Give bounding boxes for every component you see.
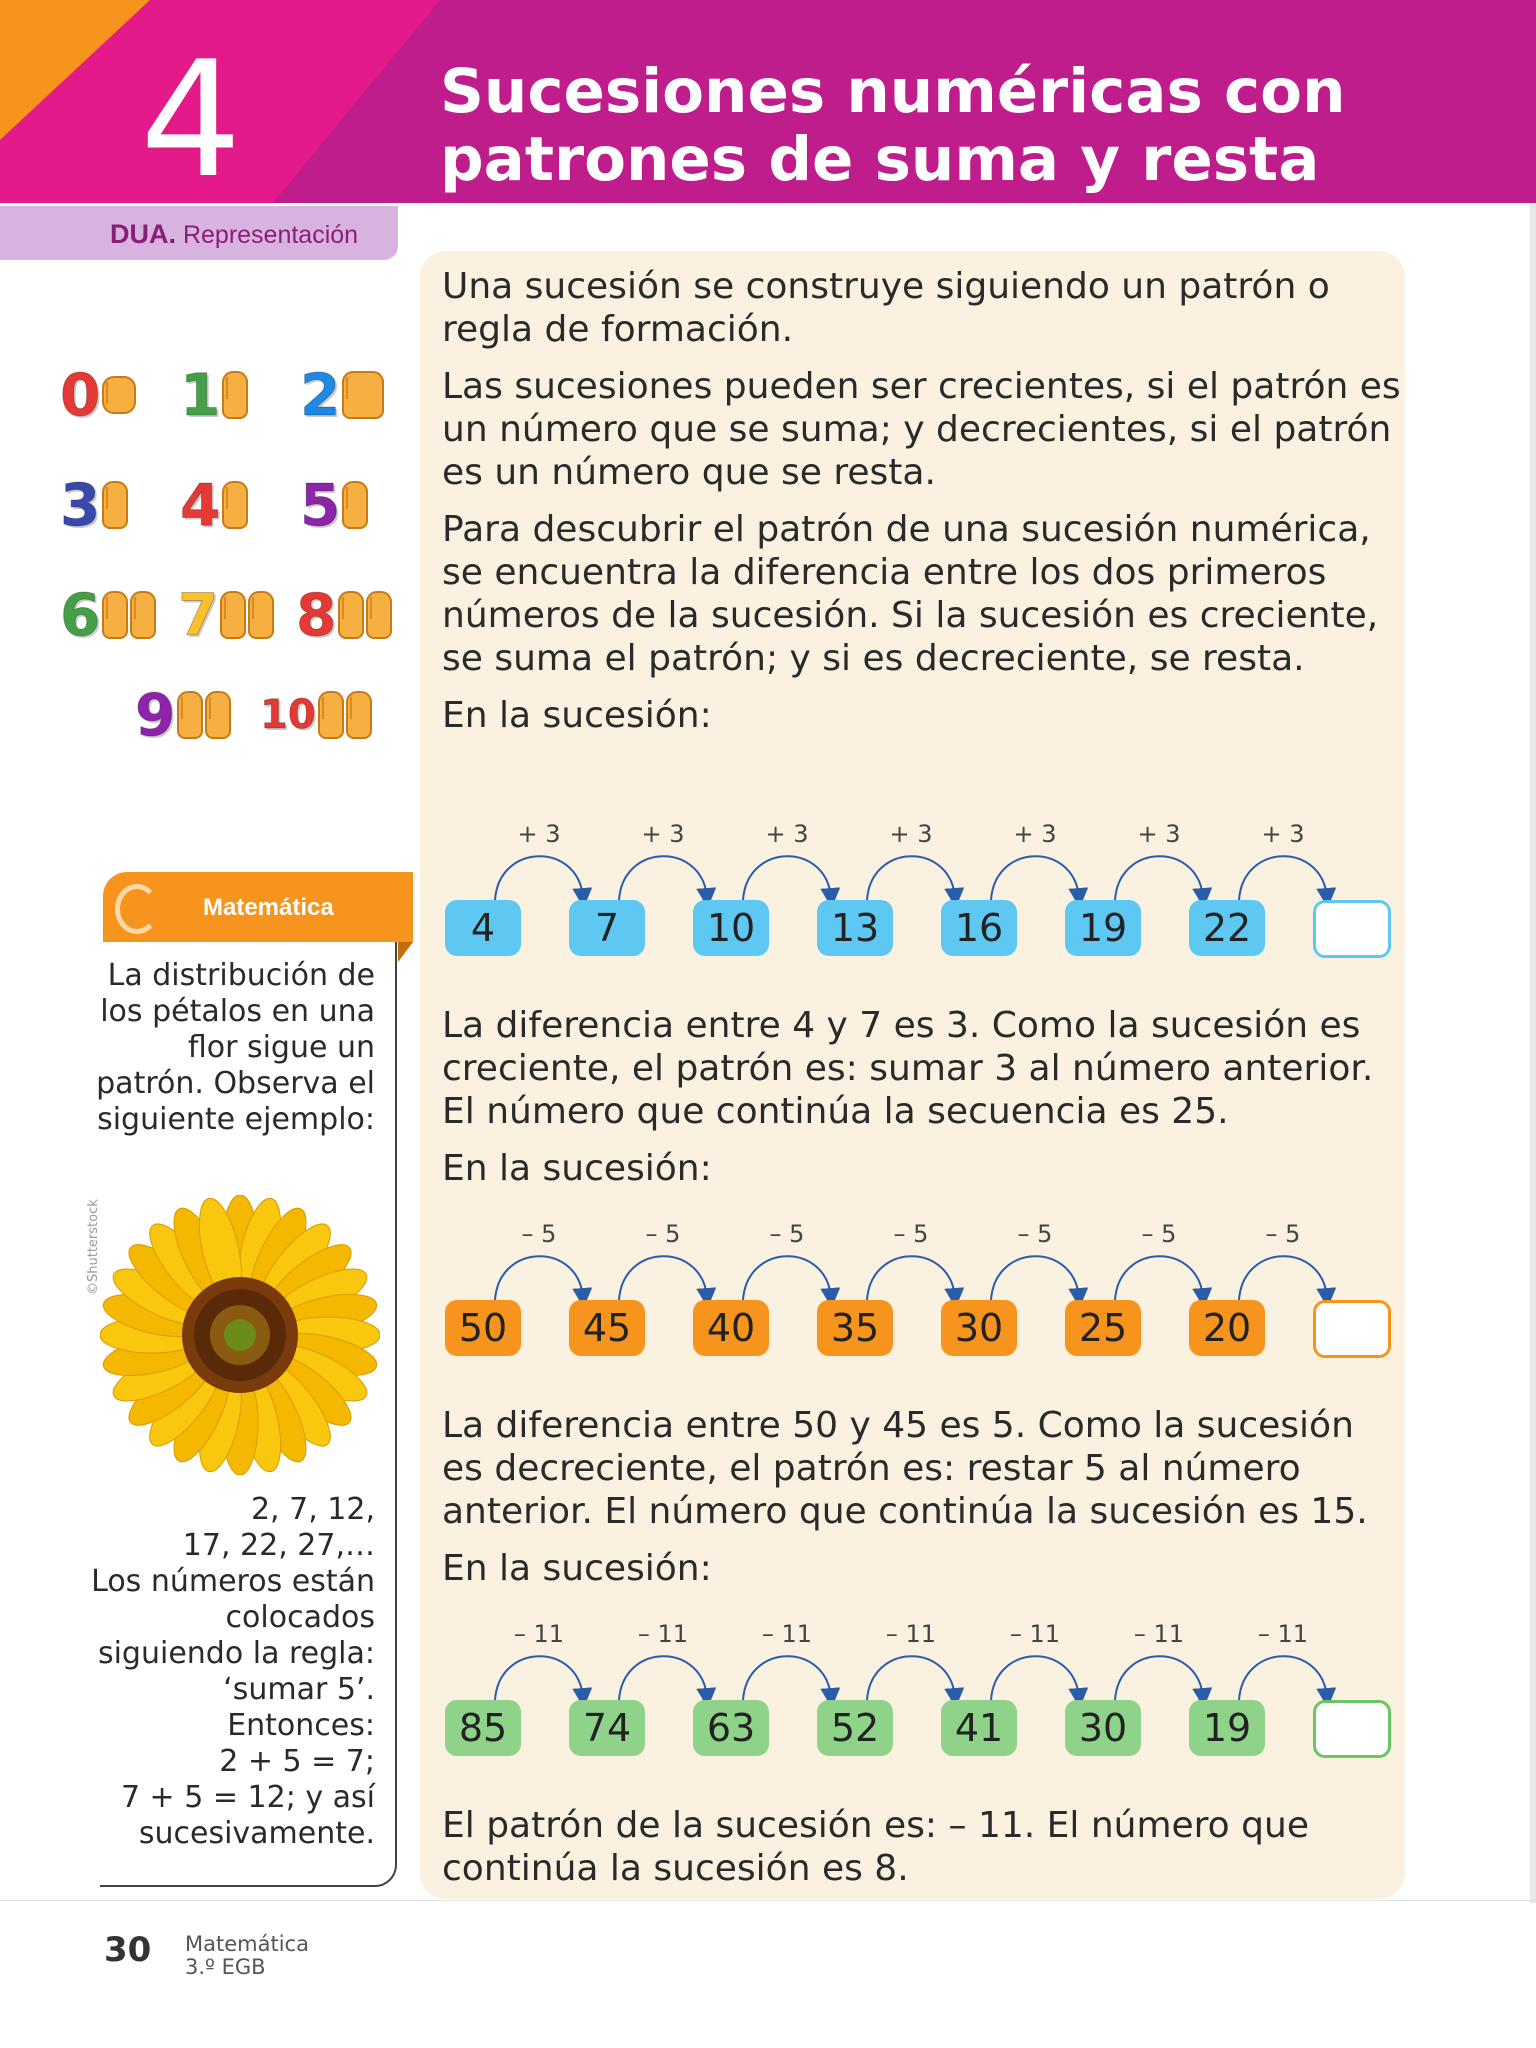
footer-subject — [185, 1933, 309, 1979]
number-hands-illustration — [60, 361, 420, 749]
sequence-number: 16 — [941, 900, 1017, 956]
sequence-arrow — [743, 1656, 831, 1700]
pattern-label: – 11 — [1257, 1620, 1309, 1648]
sunflower-image — [100, 1195, 380, 1475]
title-line-1: Sucesiones numéricas con — [440, 56, 1346, 127]
sequence-arrow — [619, 1256, 707, 1300]
digit-2: 2 — [300, 361, 341, 429]
hand-icon — [102, 376, 136, 414]
pattern-label: + 3 — [889, 820, 933, 848]
pattern-label: + 3 — [641, 820, 685, 848]
digit-7: 7 — [178, 581, 219, 649]
sequence-arrow — [1239, 1656, 1327, 1700]
intro-paragraph-2: Las sucesiones pueden ser crecientes, si el patrón es un número que se suma; y decrecientes, si el patrón es un número que se resta. — [442, 366, 1401, 493]
sequence-arrow — [495, 856, 583, 900]
hand-icon — [342, 371, 384, 419]
intro-paragraph-3: Para descubrir el patrón de una sucesión numérica, se encuentra la diferencia entre los dos primeros números de la sucesión. Si la sucesión es creciente, se suma el patrón; y si es decreciente, se resta. — [442, 509, 1379, 679]
sequence-number: 19 — [1189, 1700, 1265, 1756]
sequence-number: 30 — [1065, 1700, 1141, 1756]
hand-icon — [205, 691, 231, 739]
number-hand-3 — [60, 471, 128, 539]
sidebar-example-text — [75, 1492, 375, 1852]
sequence-arrow — [495, 1256, 583, 1300]
sequence-arrow — [1115, 1656, 1203, 1700]
digit-8: 8 — [296, 581, 337, 649]
example-seq-line-1: 2, 7, 12, — [250, 1492, 375, 1527]
number-hand-7 — [178, 581, 274, 649]
hand-icon — [318, 691, 344, 739]
sequence-number: 25 — [1065, 1300, 1141, 1356]
digit-10: 10 — [260, 692, 316, 738]
digit-0: 0 — [60, 361, 101, 429]
chapter-title — [440, 58, 1500, 194]
card-fold — [398, 942, 413, 962]
dua-tab — [0, 206, 398, 260]
sequence-arrow — [743, 856, 831, 900]
pattern-label: – 11 — [1009, 1620, 1061, 1648]
hand-icon — [342, 481, 368, 529]
hand-icon — [220, 591, 246, 639]
sidebar-intro-text: La distribución de los pétalos en una flor sigue un patrón. Observa el siguiente ejemplo: — [96, 958, 375, 1137]
footer-divider — [0, 1900, 1536, 1901]
pattern-label: – 11 — [513, 1620, 565, 1648]
answer-box[interactable] — [1313, 900, 1391, 958]
footer-grade: 3.º EGB — [185, 1955, 266, 1979]
pattern-label: + 3 — [1137, 820, 1181, 848]
sequence-number: 19 — [1065, 900, 1141, 956]
hand-icon — [222, 371, 248, 419]
sequence-number: 30 — [941, 1300, 1017, 1356]
explanation-block-1 — [442, 1004, 1402, 1190]
page-number: 30 — [104, 1930, 152, 1970]
pattern-label: – 11 — [885, 1620, 937, 1648]
example-then: Entonces: — [227, 1708, 375, 1743]
pattern-label: – 11 — [637, 1620, 689, 1648]
sequence-number: 10 — [693, 900, 769, 956]
sequence-arrow — [1115, 856, 1203, 900]
hand-icon — [366, 591, 392, 639]
sequence-number: 63 — [693, 1700, 769, 1756]
intro-block — [442, 265, 1402, 737]
number-hand-0 — [60, 361, 136, 429]
sequence-arrow — [619, 856, 707, 900]
hand-icon — [346, 691, 372, 739]
sequence-arrow — [1239, 856, 1327, 900]
sequence-number: 22 — [1189, 900, 1265, 956]
sequence-number: 13 — [817, 900, 893, 956]
sequence-arrow — [1239, 1256, 1327, 1300]
sequence-decreasing-11 — [440, 1620, 1400, 1760]
intro-paragraph-1: Una sucesión se construye siguiendo un patrón o regla de formación. — [442, 266, 1330, 350]
answer-box[interactable] — [1313, 1700, 1391, 1758]
sequence-number: 7 — [569, 900, 645, 956]
answer-box[interactable] — [1313, 1300, 1391, 1358]
explanation-3: El patrón de la sucesión es: – 11. El número que continúa la sucesión es 8. — [442, 1805, 1309, 1889]
pattern-label: + 3 — [1261, 820, 1305, 848]
pattern-label: – 11 — [761, 1620, 813, 1648]
number-hand-1 — [180, 361, 248, 429]
pattern-label: – 11 — [1133, 1620, 1185, 1648]
sequence-arrow — [991, 1656, 1079, 1700]
hand-icon — [248, 591, 274, 639]
sequence-number: 40 — [693, 1300, 769, 1356]
example-calc-2: 7 + 5 = 12; y así sucesivamente. — [120, 1780, 375, 1851]
pattern-label: – 5 — [521, 1220, 557, 1248]
sequence-number: 20 — [1189, 1300, 1265, 1356]
pattern-label: – 5 — [769, 1220, 805, 1248]
sequence-arrow — [619, 1656, 707, 1700]
number-hand-2 — [300, 361, 384, 429]
sequence-number: 35 — [817, 1300, 893, 1356]
pattern-label: + 3 — [765, 820, 809, 848]
example-calc-1: 2 + 5 = 7; — [219, 1744, 375, 1779]
hand-icon — [102, 591, 128, 639]
sequence-number: 52 — [817, 1700, 893, 1756]
number-hand-4 — [180, 471, 248, 539]
sequence-arrow — [743, 1256, 831, 1300]
sequence-decreasing-5 — [440, 1220, 1400, 1360]
sequence-arrow — [991, 1256, 1079, 1300]
digit-3: 3 — [60, 471, 101, 539]
sequence-arrow — [867, 856, 955, 900]
dua-label: Representación — [182, 221, 359, 249]
hand-icon — [338, 591, 364, 639]
math-connection-card — [103, 872, 413, 942]
title-line-2: patrones de suma y resta — [440, 124, 1320, 195]
sequence-arrow — [867, 1656, 955, 1700]
pattern-label: + 3 — [517, 820, 561, 848]
sequence-label-3: En la sucesión: — [442, 1548, 712, 1589]
hand-icon — [222, 481, 248, 529]
connection-c-icon — [115, 884, 159, 934]
digit-4: 4 — [180, 471, 221, 539]
pattern-label: – 5 — [1017, 1220, 1053, 1248]
sequence-label-1: En la sucesión: — [442, 695, 712, 736]
sequence-arrow — [495, 1656, 583, 1700]
example-seq-line-2: 17, 22, 27,… — [182, 1528, 375, 1563]
image-credit: ©Shutterstock — [86, 1199, 101, 1295]
number-hand-10 — [260, 685, 372, 745]
number-hand-5 — [300, 471, 368, 539]
sequence-increasing — [440, 820, 1400, 960]
explanation-1: La diferencia entre 4 y 7 es 3. Como la sucesión es creciente, el patrón es: sumar 3 al número anterior. El número que continúa la secuencia es 25. — [442, 1005, 1374, 1132]
digit-6: 6 — [60, 581, 101, 649]
dua-prefix: DUA. — [110, 219, 176, 249]
sequence-arrow — [1115, 1256, 1203, 1300]
chapter-header — [0, 0, 1536, 203]
digit-9: 9 — [135, 681, 176, 749]
hand-icon — [130, 591, 156, 639]
explanation-2: La diferencia entre 50 y 45 es 5. Como la sucesión es decreciente, el patrón es: restar 5 al número anterior. El número que continúa la sucesión es 15. — [442, 1405, 1368, 1532]
sequence-number: 85 — [445, 1700, 521, 1756]
sequence-number: 4 — [445, 900, 521, 956]
pattern-label: – 5 — [893, 1220, 929, 1248]
digit-5: 5 — [300, 471, 341, 539]
pattern-label: – 5 — [1265, 1220, 1301, 1248]
example-rule: Los números están colocados siguiendo la regla: ‘sumar 5’. — [91, 1564, 375, 1707]
sequence-number: 74 — [569, 1700, 645, 1756]
unit-number: 4 — [140, 26, 242, 203]
pattern-label: – 5 — [1141, 1220, 1177, 1248]
pattern-label: – 5 — [645, 1220, 681, 1248]
sequence-number: 50 — [445, 1300, 521, 1356]
digit-1: 1 — [180, 361, 221, 429]
math-card-label: Matemática — [203, 894, 334, 921]
sequence-number: 41 — [941, 1700, 1017, 1756]
hand-icon — [177, 691, 203, 739]
sequence-arrow — [867, 1256, 955, 1300]
hand-icon — [102, 481, 128, 529]
explanation-block-3 — [442, 1804, 1402, 1890]
sequence-arrow — [991, 856, 1079, 900]
footer-subject-name: Matemática — [185, 1932, 309, 1956]
explanation-block-2 — [442, 1404, 1402, 1590]
pattern-label: + 3 — [1013, 820, 1057, 848]
page-edge — [1530, 203, 1536, 1903]
sequence-label-2: En la sucesión: — [442, 1148, 712, 1189]
number-hand-6 — [60, 581, 156, 649]
number-hand-9 — [135, 681, 231, 749]
sequence-number: 45 — [569, 1300, 645, 1356]
number-hand-8 — [296, 581, 392, 649]
